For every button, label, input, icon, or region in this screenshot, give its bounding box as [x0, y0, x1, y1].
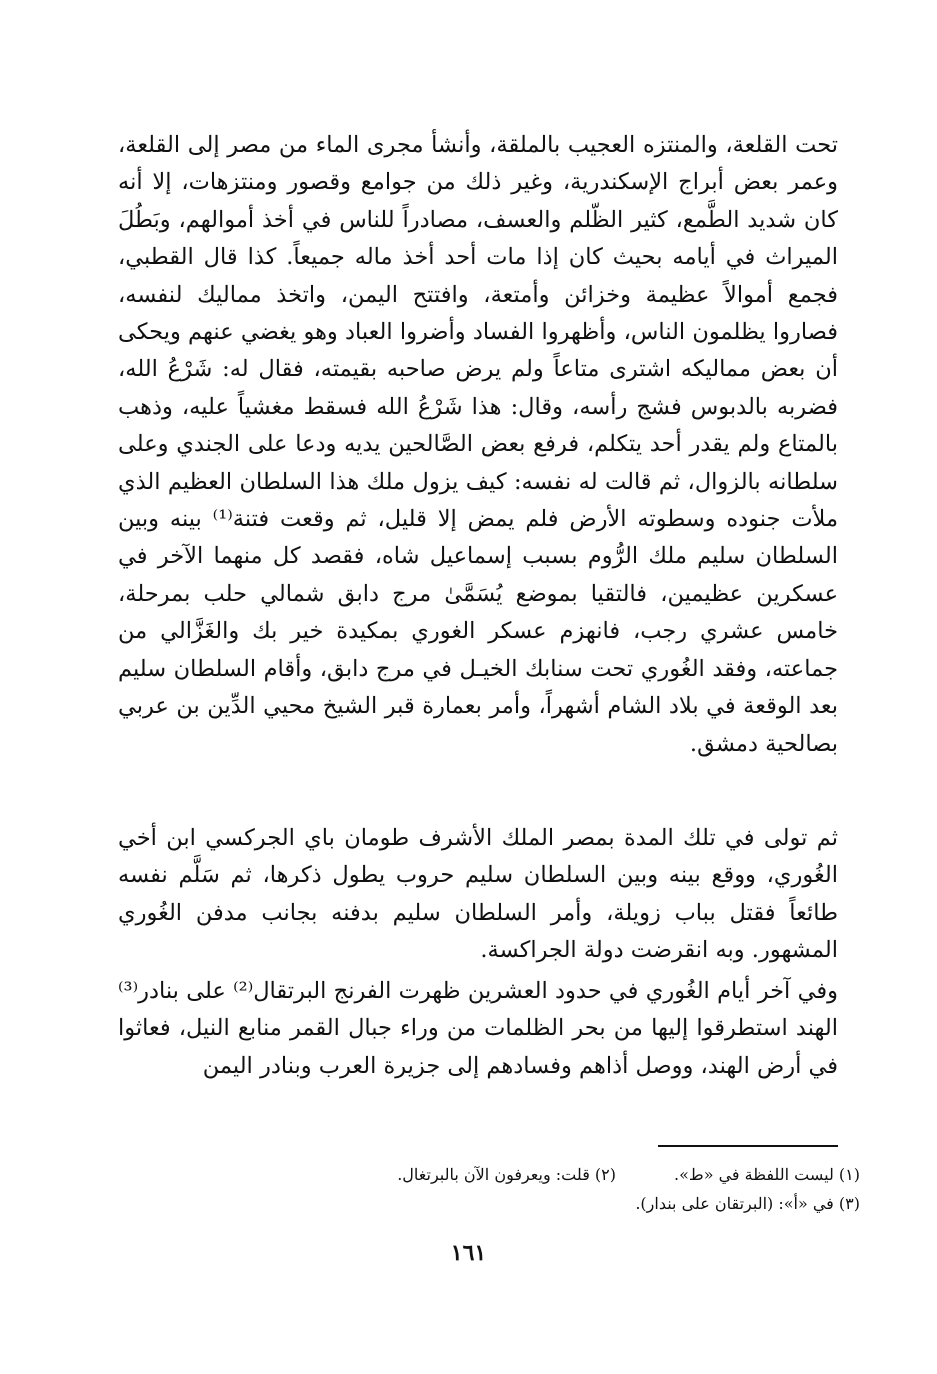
footnote-3: (٣) في «أ»: (البرتقان على بندار).: [635, 1194, 860, 1213]
footnotes: [200, 1160, 860, 1218]
footnote-row-1: [200, 1160, 860, 1189]
footnote-separator: [658, 1145, 838, 1147]
body-paragraph-1: تحت القلعة، والمنتزه العجيب بالملقة، وأنشأ مجرى الماء من مصر إلى القلعة، وعمر بعض أبراج الإسكندرية، وغير ذلك من جوامع وقصور ومنتزهات، إلا أنه كان شديد الطَّمع، كثير الظّلم والعسف، مصادراً للناس في أخذ أموالهم، وبَطُلَ الميراث في أيامه بحيث كان إذا مات أحد أخذ ماله جميعاً. كذا قال القطبي، فجمع أموالاً عظيمة وخزائن وأمتعة، وافتتح اليمن، واتخذ مماليك لنفسه، فصاروا يظلمون الناس، وأظهروا الفساد وأضروا العباد وهو يغضي عنهم ويحكى أن بعض مماليكه اشترى متاعاً ولم يرض صاحبه بقيمته، فقال له: شَرْعُ الله، فضربه بالدبوس فشج رأسه، وقال: هذا شَرْعُ الله فسقط مغشياً عليه، وذهب بالمتاع ولم يقدر أحد يتكلم، فرفع بعض الصَّالحين يديه ودعا على الجندي وعلى سلطانه بالزوال، ثم قالت له نفسه: كيف يزول ملك هذا السلطان العظيم الذي ملأت جنوده وسطوته الأرض فلم يمض إلا قليل، ثم وقعت فتنة⁽¹⁾ بينه وبين السلطان سليم ملك الرُّوم بسبب إسماعيل شاه، فقصد كل منهما الآخر في عسكرين عظيمين، فالتقيا بموضع يُسَمَّىٰ مرج دابق شمالي حلب بمرحلة، خامس عشري رجب، فانهزم عسكر الغوري بمكيدة خير بك والغَزَّالي من جماعته، وفقد الغُوري تحت سنابك الخيـل في مرج دابق، وأقام السلطان سليم بعد الوقعة في بلاد الشام أشهراً، وأمر بعمارة قبر الشيخ محيي الدِّين بن عربي بصالحية دمشق.: [118, 132, 838, 757]
footnote-2: (٢) قلت: ويعرفون الآن بالبرتغال.: [397, 1165, 617, 1184]
footnote-1: (١) ليست اللفظة في «ط».: [674, 1165, 860, 1184]
body-paragraph-3: وفي آخر أيام الغُوري في حدود العشرين ظهرت الفرنج البرتقال⁽²⁾ على بنادر⁽³⁾ الهند استطرقوا إليها من بحر الظلمات من وراء جبال القمر منابع النيل، فعاثوا في أرض الهند، ووصل أذاهم وفسادهم إلى جزيرة العرب وبنادر اليمن: [118, 978, 838, 1079]
footnote-row-2: [200, 1189, 860, 1218]
body-paragraph-2: ثم تولى في تلك المدة بمصر الملك الأشرف طومان باي الجركسي ابن أخي الغُوري، ووقع بينه وبين السلطان سليم حروب يطول ذكرها، ثم سَلَّم نفسه طائعاً فقتل بباب زويلة، وأمر السلطان سليم بدفنه بجانب مدفن الغُوري المشهور. وبه انقرضت دولة الجراكسة.: [118, 825, 838, 964]
page-number: ١٦١: [450, 1240, 487, 1266]
